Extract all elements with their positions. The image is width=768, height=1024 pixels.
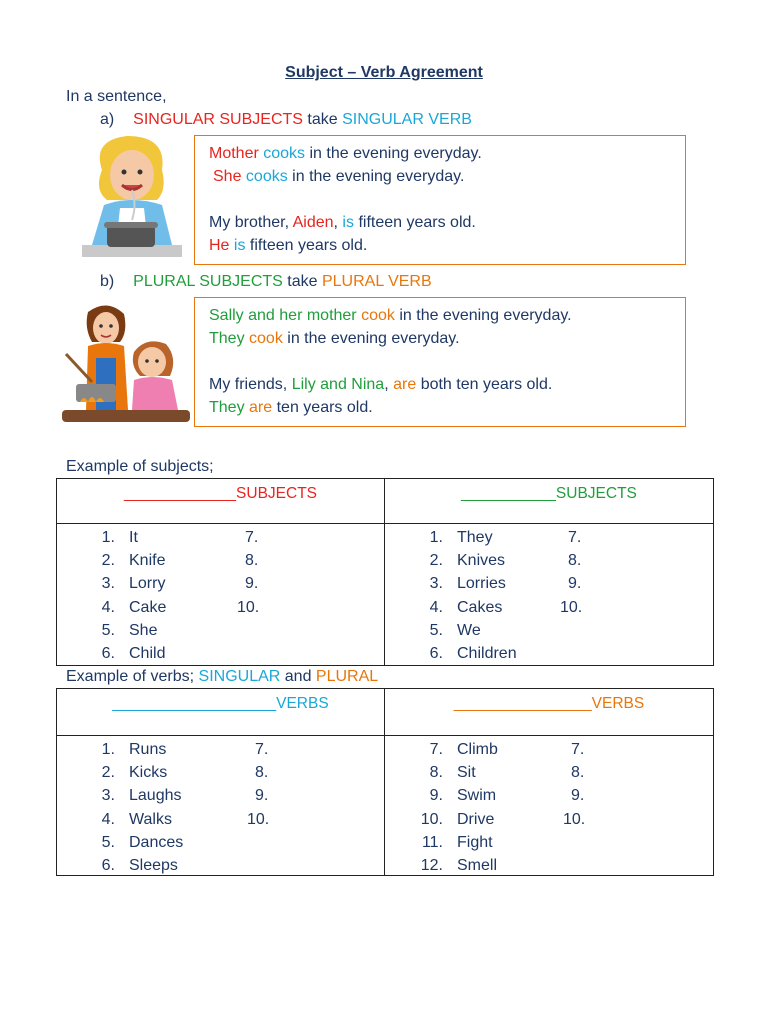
blank-number: 9. [255, 787, 269, 805]
list-word: Climb [457, 741, 498, 758]
blank-number: 9. [571, 787, 585, 805]
subject-word: Mother [209, 145, 259, 162]
verbs-label-plural: PLURAL [315, 668, 379, 685]
list-number: 2. [101, 764, 115, 782]
list-number: 2. [429, 552, 443, 570]
blank-number: 8. [245, 552, 259, 570]
plural-line-3 [209, 376, 552, 394]
blank-number: 8. [571, 764, 585, 782]
rule-b-marker: b) [100, 273, 115, 290]
verbs-left-header: ___________________VERBS [112, 695, 329, 712]
page-title: Subject – Verb Agreement [285, 64, 483, 81]
verb-word: cooks [263, 145, 306, 162]
list-number: 1. [101, 741, 115, 758]
verbs-right-header: ________________VERBS [453, 695, 645, 712]
list-number: 11. [421, 833, 443, 851]
rule-b [100, 273, 432, 291]
blank-number: 9. [568, 575, 582, 593]
sentence-rest: in the evening everyday. [287, 330, 460, 347]
list-word: Lorry [129, 575, 166, 593]
subjects-left-header-cell [57, 479, 385, 524]
list-word: She [129, 621, 158, 639]
rule-a-verb: SINGULAR VERB [342, 111, 472, 128]
blank-number: 7. [571, 741, 585, 758]
list-number: 9. [429, 787, 443, 805]
verb-word: cook [361, 307, 395, 324]
list-word: They [457, 529, 493, 546]
list-word: Walks [129, 810, 172, 828]
list-number: 10. [420, 810, 443, 828]
verb-word: cook [249, 330, 283, 347]
list-word: Sit [457, 764, 476, 782]
list-number: 3. [101, 787, 115, 805]
list-number: 4. [101, 598, 115, 616]
subjects-right-header: ___________SUBJECTS [461, 485, 637, 502]
list-number: 6. [101, 645, 115, 662]
verbs-label-text: Example of verbs; [66, 668, 195, 685]
list-number: 2. [101, 552, 115, 570]
verbs-right-header-cell [385, 689, 714, 736]
list-number: 12. [420, 857, 443, 874]
list-word: Smell [457, 857, 498, 874]
verbs-left-header-cell [57, 689, 385, 736]
verb-word: are [393, 376, 417, 393]
sentence-start: My brother, [209, 214, 290, 231]
verbs-label-singular: SINGULAR [198, 668, 281, 685]
blank-number: 7. [568, 529, 582, 546]
intro-text: In a sentence, [66, 88, 167, 105]
list-number: 4. [101, 810, 115, 828]
plural-line-4 [209, 399, 373, 417]
subjects-table [56, 478, 714, 666]
rule-a [100, 111, 472, 129]
list-number: 6. [101, 857, 115, 874]
list-word: Knife [129, 552, 166, 570]
rule-b-subject: PLURAL SUBJECTS [133, 273, 283, 290]
rule-a-subject: SINGULAR SUBJECTS [133, 111, 303, 128]
subject-word: Aiden [292, 214, 334, 231]
list-word: Kicks [129, 764, 168, 782]
sentence-rest: in the evening everyday. [309, 145, 482, 162]
blank-number: 10. [563, 810, 586, 828]
list-word: Knives [457, 552, 506, 570]
subjects-left-header: _____________SUBJECTS [123, 485, 318, 502]
verb-word: cooks [245, 168, 288, 185]
verb-word: is [233, 237, 246, 254]
woman-cooking-illustration [82, 130, 182, 260]
sentence-rest: ten years old. [276, 399, 373, 416]
list-number: 1. [101, 529, 115, 546]
comma: , [384, 376, 389, 393]
subjects-right-list-cell [385, 524, 714, 666]
verb-word: is [342, 214, 354, 231]
list-number: 5. [101, 833, 115, 851]
list-number: 8. [429, 764, 443, 782]
list-word: It [129, 529, 138, 546]
sentence-rest: fifteen years old. [249, 237, 368, 254]
list-word: Laughs [129, 787, 182, 805]
singular-line-1 [209, 145, 482, 163]
list-word: Cakes [457, 598, 503, 616]
list-word: Fight [457, 833, 493, 851]
verb-word: are [249, 399, 273, 416]
list-word: Runs [129, 741, 167, 758]
sentence-rest: fifteen years old. [358, 214, 476, 231]
list-number: 5. [101, 621, 115, 639]
list-word: Sleeps [129, 857, 178, 874]
subject-word: Sally and her mother [209, 307, 357, 324]
plural-examples-box [194, 297, 686, 427]
plural-line-2 [209, 330, 460, 348]
rule-a-mid: take [307, 111, 338, 128]
subject-word: Lily and Nina [291, 376, 385, 393]
sentence-rest: in the evening everyday. [399, 307, 572, 324]
verbs-label [66, 668, 378, 686]
list-number: 1. [429, 529, 443, 546]
blank-number: 10. [560, 598, 583, 616]
list-word: Dances [129, 833, 184, 851]
subjects-label: Example of subjects; [66, 458, 214, 475]
list-word: Swim [457, 787, 497, 805]
rule-a-marker: a) [100, 111, 115, 128]
list-number: 6. [429, 645, 443, 662]
subject-word: They [209, 399, 245, 416]
singular-line-2 [213, 168, 464, 186]
comma: , [333, 214, 338, 231]
blank-number: 8. [255, 764, 269, 782]
mother-daughter-cooking-illustration [62, 298, 190, 426]
blank-number: 9. [245, 575, 259, 593]
blank-number: 10. [247, 810, 270, 828]
rule-b-verb: PLURAL VERB [321, 273, 432, 290]
subjects-left-list-cell [57, 524, 385, 666]
list-word: Lorries [457, 575, 506, 593]
singular-examples-box [194, 135, 686, 265]
list-word: We [457, 621, 481, 639]
blank-number: 8. [568, 552, 582, 570]
singular-line-4 [209, 237, 367, 255]
list-number: 4. [429, 598, 443, 616]
list-number: 3. [101, 575, 115, 593]
verbs-table [56, 688, 714, 876]
sentence-rest: in the evening everyday. [292, 168, 465, 185]
list-number: 3. [429, 575, 443, 593]
blank-number: 7. [245, 529, 259, 546]
list-number: 7. [429, 741, 443, 758]
plural-line-1 [209, 307, 572, 325]
subject-word: He [209, 237, 230, 254]
blank-number: 7. [255, 741, 269, 758]
verbs-right-list-cell [385, 736, 714, 876]
verbs-left-list-cell [57, 736, 385, 876]
subject-word: She [213, 168, 242, 185]
list-word: Children [457, 645, 517, 662]
list-number: 5. [429, 621, 443, 639]
sentence-start: My friends, [209, 376, 288, 393]
singular-line-3 [209, 214, 476, 232]
subject-word: They [209, 330, 245, 347]
blank-number: 10. [237, 598, 260, 616]
verbs-label-and: and [284, 668, 312, 685]
list-word: Drive [457, 810, 495, 828]
list-word: Cake [129, 598, 167, 616]
sentence-rest: both ten years old. [420, 376, 553, 393]
list-word: Child [129, 645, 166, 662]
subjects-right-header-cell [385, 479, 714, 524]
rule-b-mid: take [287, 273, 318, 290]
